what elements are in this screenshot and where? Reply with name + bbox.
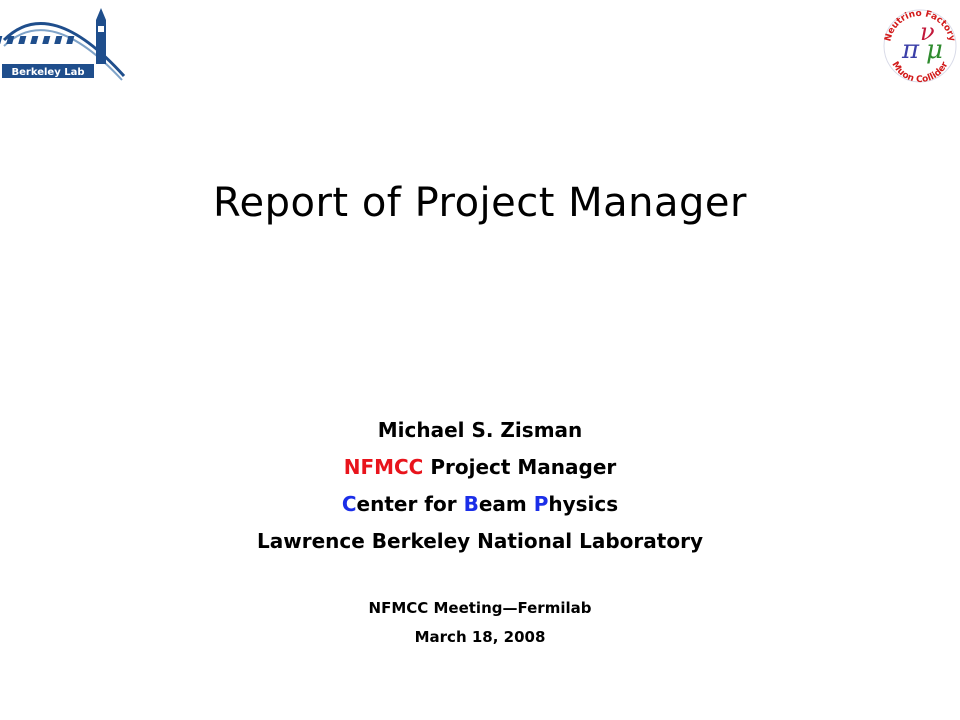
author-lab: Lawrence Berkeley National Laboratory bbox=[257, 529, 703, 553]
center-b-letter: B bbox=[463, 492, 479, 516]
logo-bottom-text: Muon Collider bbox=[889, 60, 951, 86]
center-c-letter: C bbox=[341, 492, 357, 516]
author-role bbox=[0, 449, 960, 486]
berkeley-lab-text: Berkeley Lab bbox=[11, 67, 85, 78]
pi-glyph: π bbox=[902, 35, 920, 65]
center-c-rest: enter for bbox=[356, 492, 464, 516]
center-b-rest: eam bbox=[478, 492, 534, 516]
berkeley-lab-logo bbox=[0, 0, 130, 84]
nu-glyph: ν bbox=[920, 18, 935, 46]
mu-glyph: μ bbox=[926, 35, 943, 65]
center-p-letter: P bbox=[533, 492, 549, 516]
author-center bbox=[0, 486, 960, 523]
role-prefix: NFMCC bbox=[343, 455, 424, 479]
slide-title: Report of Project Manager bbox=[213, 180, 747, 226]
author-block bbox=[0, 412, 960, 560]
neutrino-factory-muon-collider-logo bbox=[876, 0, 960, 92]
author-name: Michael S. Zisman bbox=[377, 418, 583, 442]
meeting-block bbox=[0, 594, 960, 652]
center-p-rest: hysics bbox=[548, 492, 619, 516]
meeting-name: NFMCC Meeting—Fermilab bbox=[368, 599, 592, 617]
logo-top-text: Neutrino Factory bbox=[883, 8, 957, 43]
role-suffix: Project Manager bbox=[423, 455, 617, 479]
meeting-date: March 18, 2008 bbox=[414, 628, 546, 646]
